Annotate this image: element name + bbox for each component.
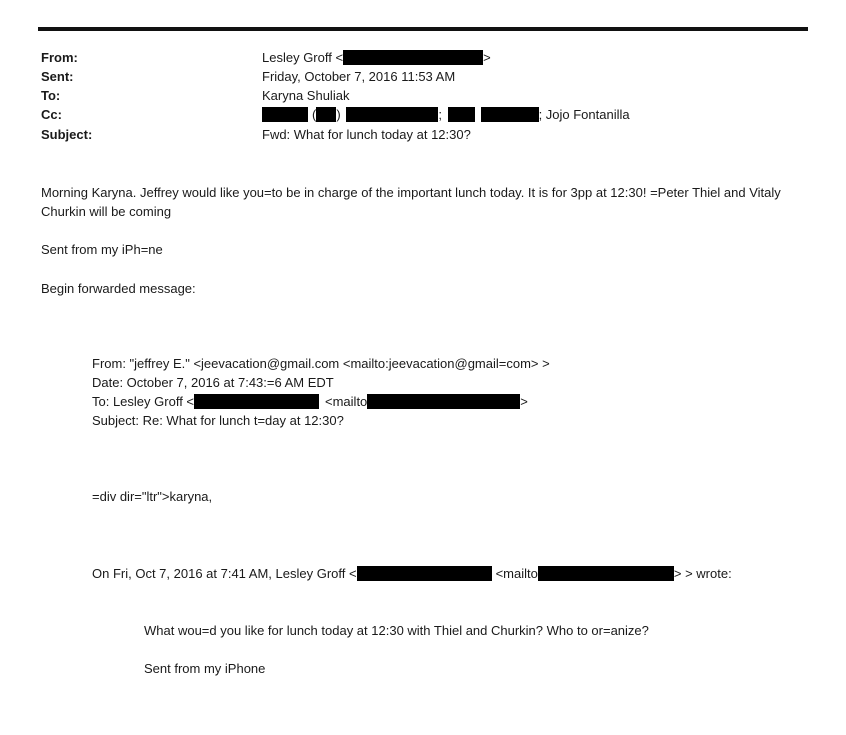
redaction-block	[262, 107, 308, 122]
from-value-post: >	[483, 50, 491, 65]
sent-from-line: Sent from my iPh=ne	[41, 242, 163, 257]
cc-value	[262, 107, 630, 123]
to-value: Karyna Shuliak	[262, 88, 350, 103]
fwd-date-line: Date: October 7, 2016 at 7:43:=6 AM EDT	[92, 375, 334, 390]
redaction-block	[357, 566, 492, 581]
redaction-block	[448, 107, 475, 122]
subject-value: Fwd: What for lunch today at 12:30?	[262, 127, 471, 142]
fwd-to-pre: To: Lesley Groff <	[92, 394, 195, 409]
subject-label: Subject:	[41, 127, 93, 142]
cc-paren-open: (	[312, 107, 317, 122]
cc-label: Cc:	[41, 107, 62, 122]
on-wrote-pre: On Fri, Oct 7, 2016 at 7:41 AM, Lesley Groff <	[92, 566, 357, 581]
redaction-block	[343, 50, 483, 65]
top-rule	[38, 27, 808, 31]
div-karyna-line: =div dir="ltr">karyna,	[92, 489, 213, 504]
fwd-to-post: >	[520, 394, 528, 409]
from-value	[262, 50, 491, 66]
from-label: From:	[41, 50, 78, 65]
redaction-block	[538, 566, 674, 581]
on-wrote-mailto: <mailto	[495, 566, 538, 581]
fwd-from-line: From: "jeffrey E." <jeevacation@gmail.com <mailto:jeevacation@gmail=com> >	[92, 356, 550, 371]
redaction-block	[346, 107, 438, 122]
quoted-question: What wou=d you like for lunch today at 12:30 with Thiel and Churkin? Who to or=anize?	[144, 623, 649, 638]
on-wrote-line	[92, 565, 732, 582]
redaction-block	[194, 394, 319, 409]
quoted-sent-from: Sent from my iPhone	[144, 661, 266, 676]
cc-paren-close: )	[336, 107, 341, 122]
body-paragraph: Morning Karyna. Jeffrey would like you=to be in charge of the important lunch today. It is for 3pp at 12:30! =Peter Thiel and Vitaly Churkin will be coming	[41, 185, 781, 219]
from-value-pre: Lesley Groff <	[262, 50, 344, 65]
on-wrote-post: > > wrote:	[673, 566, 732, 581]
begin-forwarded-line: Begin forwarded message:	[41, 281, 196, 296]
redaction-block	[481, 107, 539, 122]
fwd-to-line	[92, 393, 528, 410]
to-label: To:	[41, 88, 61, 103]
fwd-to-mailto: <mailto	[325, 394, 368, 409]
redaction-block	[367, 394, 520, 409]
fwd-subject-line: Subject: Re: What for lunch t=day at 12:30?	[92, 413, 344, 428]
sent-label: Sent:	[41, 69, 74, 84]
sent-value: Friday, October 7, 2016 11:53 AM	[262, 69, 456, 84]
cc-jojo: ; Jojo Fontanilla	[538, 107, 630, 122]
redaction-block	[316, 107, 336, 122]
cc-semicolon: ;	[438, 107, 442, 122]
